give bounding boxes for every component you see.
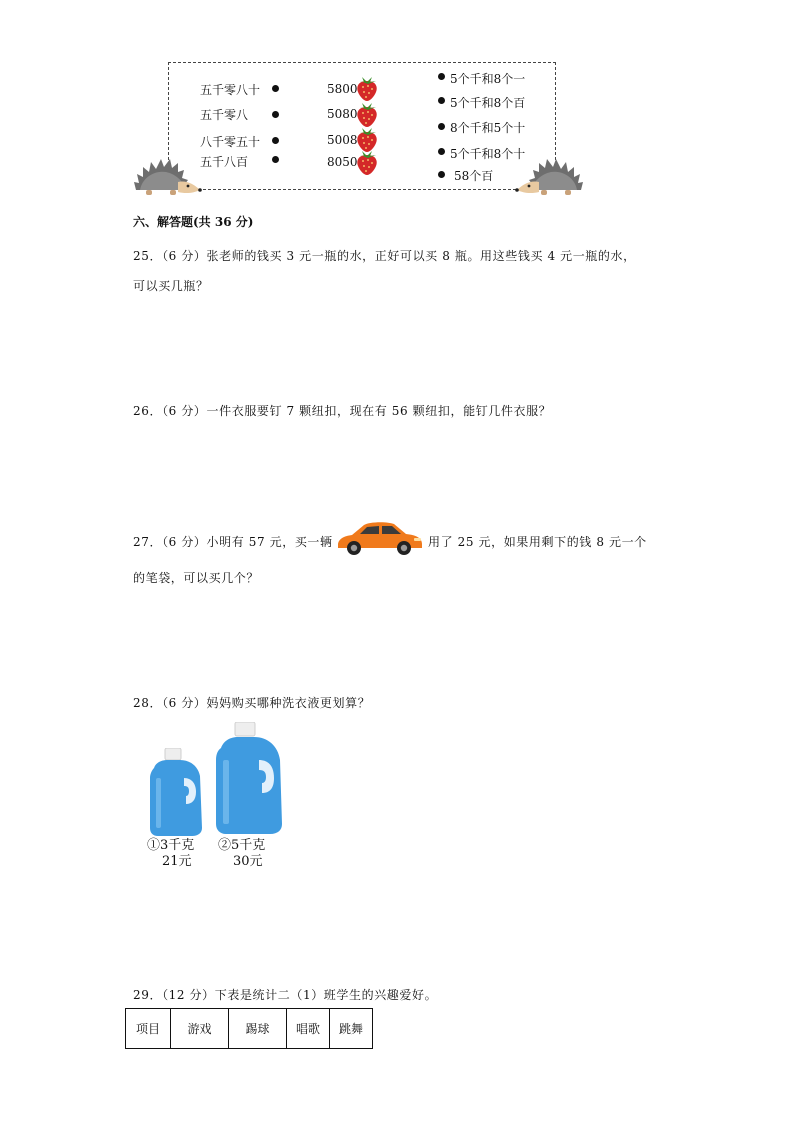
match-dot[interactable]: [438, 171, 445, 178]
match-number: 5080: [327, 107, 358, 121]
detergent-bottle-small-icon: [148, 748, 204, 836]
question-27-line2: 的笔袋，可以买几个？: [133, 571, 260, 585]
match-dot[interactable]: [438, 73, 445, 80]
match-dot[interactable]: [272, 156, 279, 163]
match-dot[interactable]: [438, 123, 445, 130]
hedgehog-icon: [513, 152, 587, 200]
match-right-description: 5个千和8个百: [450, 96, 526, 110]
table-header-cell: 项目: [126, 1009, 171, 1049]
table-header-cell: 游戏: [171, 1009, 229, 1049]
detergent-bottle-large-icon: [214, 722, 284, 834]
table-header-cell: 唱歌: [287, 1009, 330, 1049]
bottle-1-label: ①3千克: [147, 838, 195, 853]
question-27-part2: 用了 25 元，如果用剩下的钱 8 元一个: [428, 535, 647, 549]
match-number: 5008: [327, 133, 358, 147]
match-number: 5800: [327, 82, 358, 96]
match-dot[interactable]: [438, 148, 445, 155]
bottle-2-price: 30元: [233, 854, 263, 869]
match-dot[interactable]: [272, 137, 279, 144]
toy-car-icon: [334, 517, 424, 557]
match-left-word: 八千零五十: [200, 135, 261, 149]
match-right-description: 5个千和8个一: [450, 72, 526, 86]
match-number: 8050: [327, 155, 358, 169]
question-26: 26．（6 分）一件衣服要钉 7 颗纽扣，现在有 56 颗纽扣，能钉几件衣服？: [133, 404, 552, 418]
question-25-line1: 25．（6 分）张老师的钱买 3 元一瓶的水，正好可以买 8 瓶。用这些钱买 4 元一瓶的水，: [133, 249, 636, 263]
match-right-description: 5个千和8个十: [450, 147, 526, 161]
question-25-line2: 可以买几瓶？: [133, 279, 209, 293]
section-title: 六、解答题(共 36 分): [133, 215, 254, 229]
match-dot[interactable]: [272, 111, 279, 118]
strawberry-icon: [354, 148, 380, 176]
match-left-word: 五千零八十: [200, 83, 261, 97]
match-right-description: 8个千和5个十: [450, 121, 526, 135]
table-header-cell: 踢球: [229, 1009, 287, 1049]
table-row: [126, 1009, 373, 1049]
bottle-1-price: 21元: [162, 854, 192, 869]
question-28: 28．（6 分）妈妈购买哪种洗衣液更划算？: [133, 696, 371, 710]
strawberry-icon: [354, 74, 380, 102]
hedgehog-icon: [132, 152, 202, 200]
match-left-word: 五千八百: [200, 155, 249, 169]
question-27-part1: 27．（6 分）小明有 57 元，买一辆: [133, 535, 333, 549]
match-dot[interactable]: [438, 97, 445, 104]
match-dot[interactable]: [272, 85, 279, 92]
bottle-2-label: ②5千克: [218, 838, 266, 853]
interest-table: [125, 1008, 373, 1049]
table-header-cell: 跳舞: [330, 1009, 373, 1049]
match-left-word: 五千零八: [200, 108, 249, 122]
strawberry-icon: [354, 100, 380, 128]
match-right-description: 58个百: [454, 169, 494, 183]
question-29: 29．（12 分）下表是统计二（1）班学生的兴趣爱好。: [133, 988, 438, 1002]
